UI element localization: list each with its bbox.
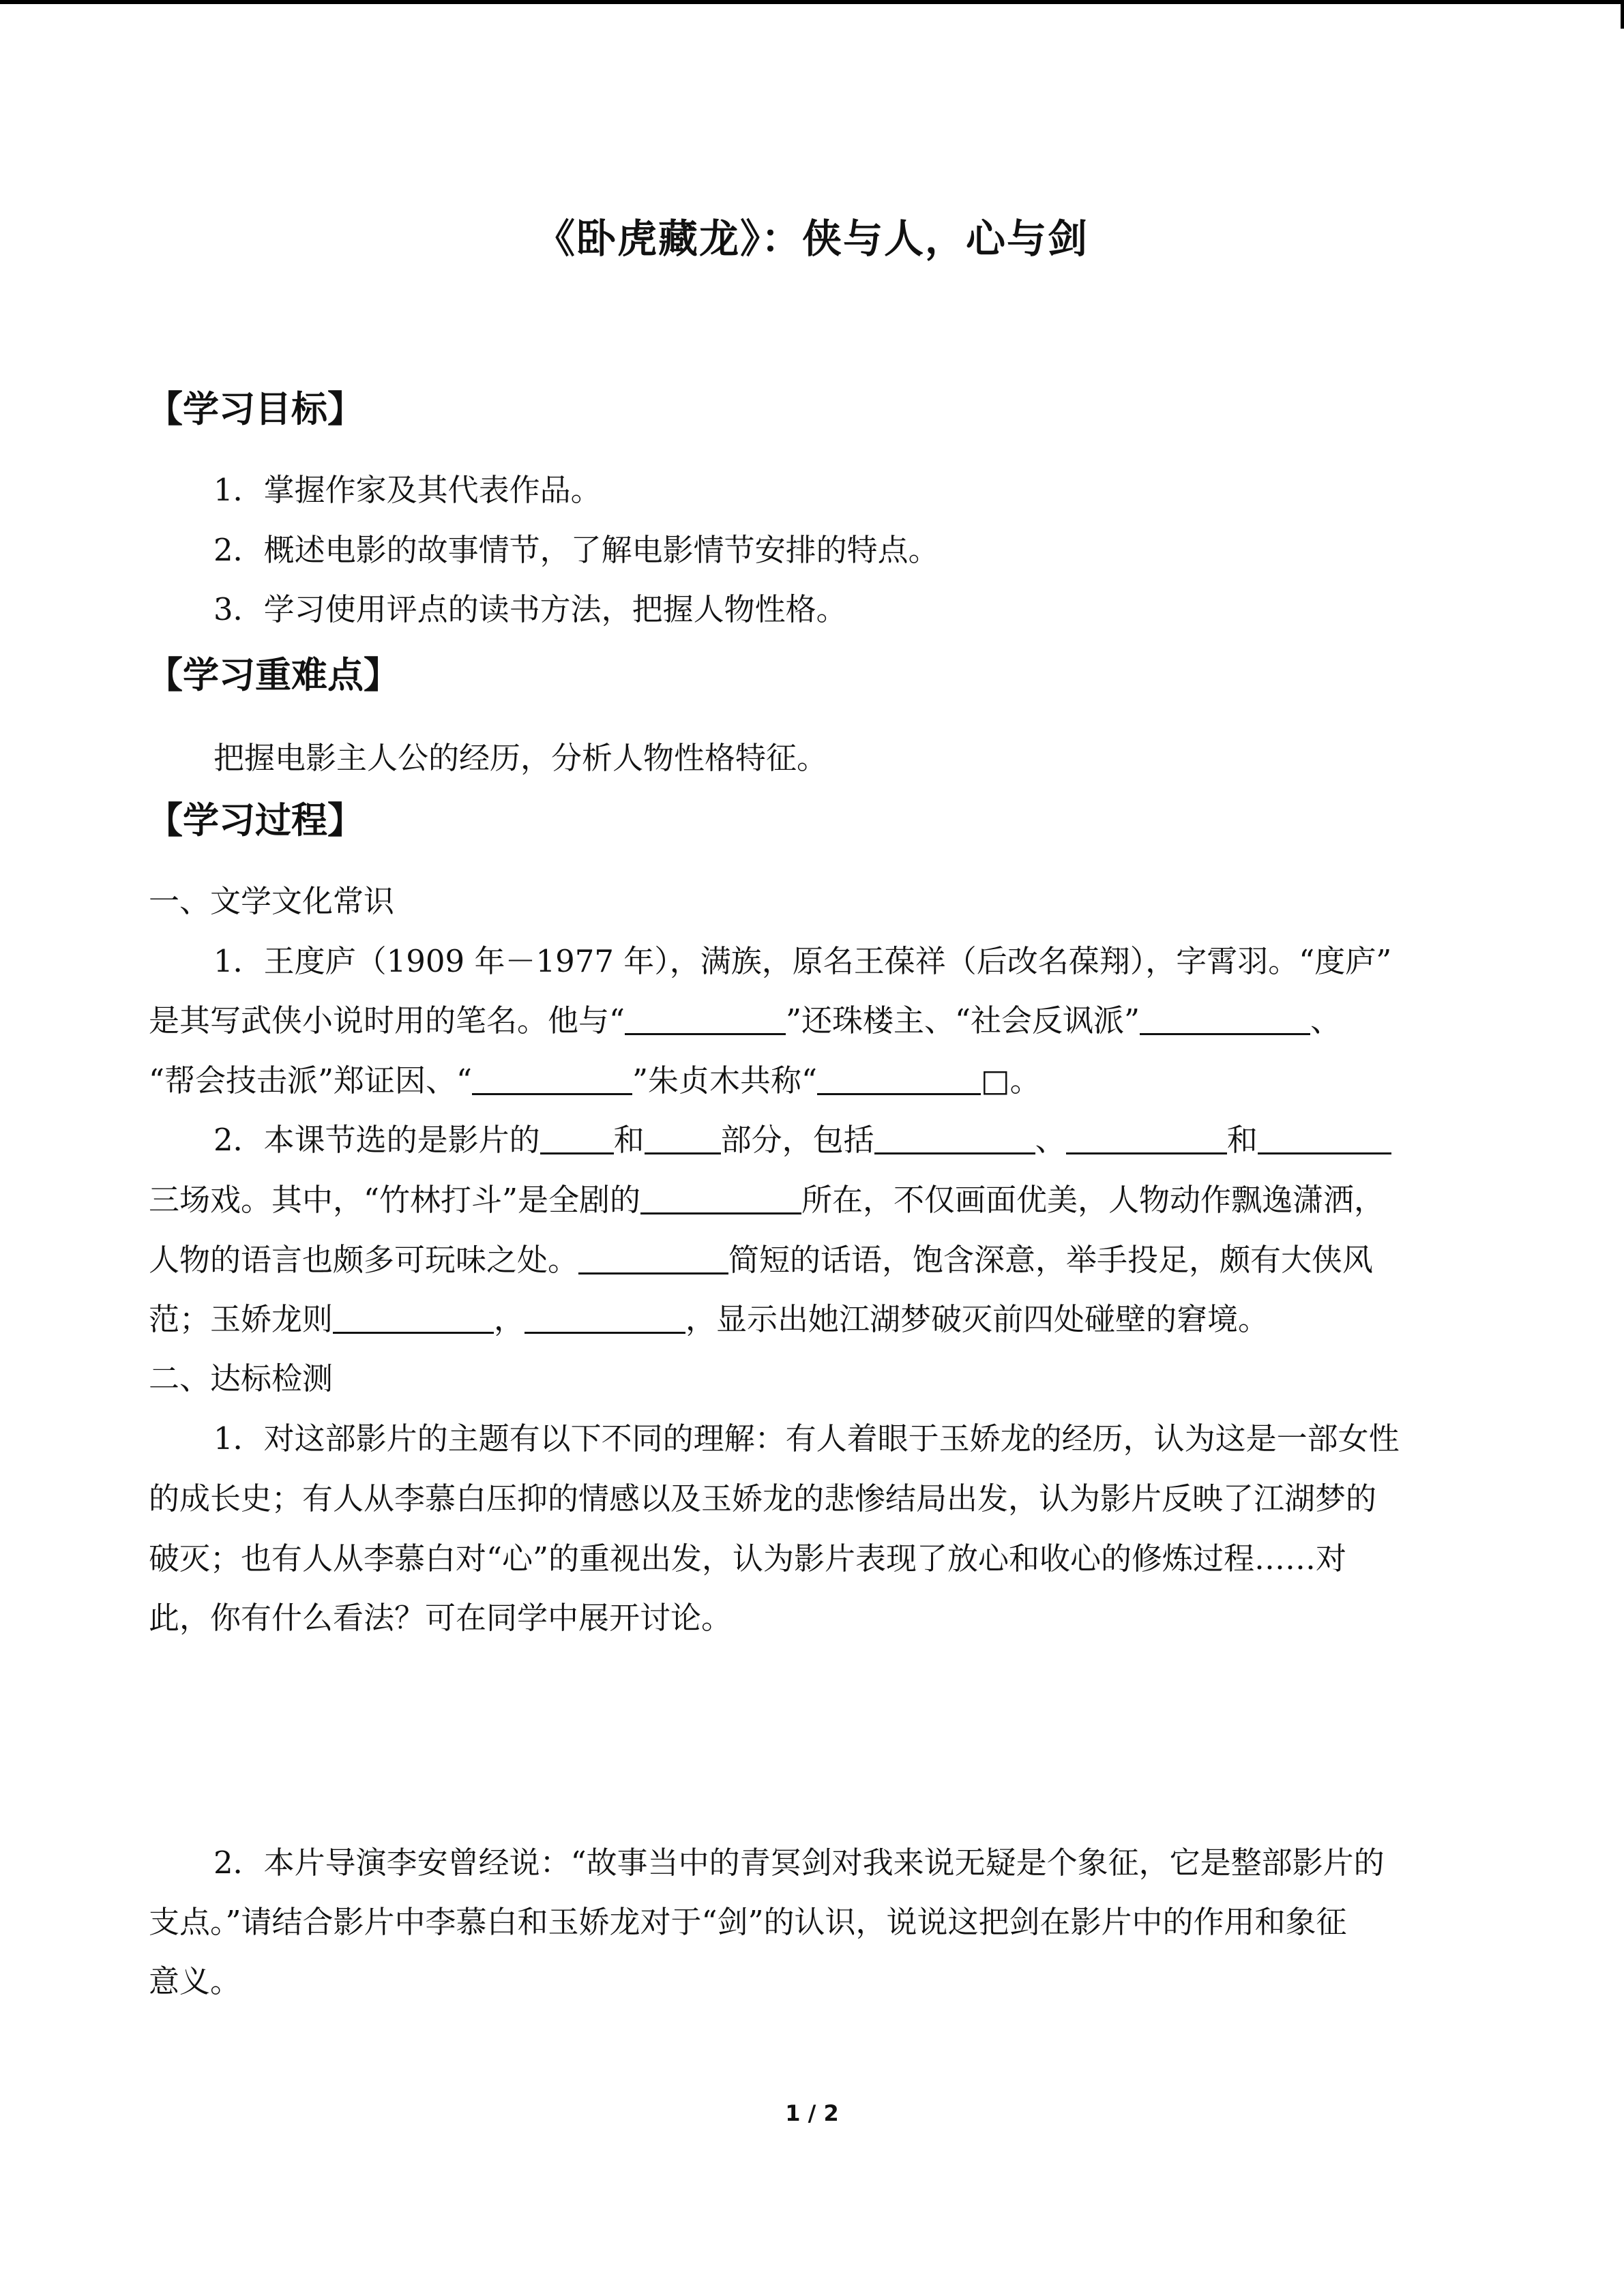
test-q1-line-3: 破灭；也有人从李慕白对“心”的重视出发，认为影片表现了放心和收心的修炼过程……对 [149,1540,1347,1577]
q1-line-3-text-b: ”朱贞木共称“ [632,1062,818,1099]
blank-scene-2[interactable] [1066,1121,1227,1154]
q1-line-3 [149,1059,1041,1103]
q2-line-4-text-b: ， [494,1301,525,1337]
q2-line-3 [149,1238,1373,1282]
q1-line-2-text-a: 是其写武侠小说时用的笔名。他与“ [149,1002,625,1039]
blank-character[interactable] [578,1241,728,1274]
blank-section-2[interactable] [645,1121,721,1154]
q1-line-3-text-c: □。 [981,1062,1041,1099]
test-q1-line-1: 1．对这部影片的主题有以下不同的理解：有人着眼于玉娇龙的经历，认为这是一部女性 [213,1420,1400,1457]
blank-collective-name[interactable] [817,1062,981,1095]
q2-line-2 [149,1178,1385,1222]
test-q2-line-1: 2．本片导演李安曾经说：“故事当中的青冥剑对我来说无疑是个象征，它是整部影片的 [213,1845,1385,1881]
page-border-right [1621,0,1624,29]
q2-line-3-text-b: 简短的话语，饱含深意，举手投足，颇有大侠风 [728,1242,1374,1278]
q1-line-2-text-b: ”还珠楼主、“社会反讽派” [786,1002,1140,1039]
part2-heading: 二、达标检测 [149,1360,334,1397]
q2-line-1-text-a: 2．本课节选的是影片的 [213,1122,540,1158]
part1-heading: 一、文学文化常识 [149,883,395,919]
test-q2-line-2: 支点。”请结合影片中李慕白和玉娇龙对于“剑”的认识，说说这把剑在影片中的作用和象征 [149,1904,1347,1940]
q2-line-4-text-c: ，显示出她江湖梦破灭前四处碰壁的窘境。 [685,1301,1269,1337]
q1-line-3-text-a: “帮会技击派”郑证因、“ [149,1062,473,1099]
q2-line-1-text-b: 和 [613,1122,645,1158]
q2-line-1-text-d: 、 [1035,1122,1066,1158]
q2-line-1-text-c: 部分，包括 [720,1122,874,1158]
q2-line-3-text-a: 人物的语言也颇多可玩味之处。 [149,1242,579,1278]
blank-section-1[interactable] [540,1121,614,1154]
q2-line-4-text-a: 范；玉娇龙则 [149,1301,334,1337]
blank-author-3[interactable] [472,1062,632,1095]
section-heading-keypoints: 【学习重难点】 [147,654,400,696]
q1-line-1: 1．王度庐（1909 年－1977 年），满族，原名王葆祥（后改名葆翔），字霄羽。“度庐” [213,943,1392,979]
blank-yujiaolong-1[interactable] [333,1300,494,1334]
test-q2-line-3: 意义。 [149,1963,241,1999]
blank-scene-1[interactable] [874,1121,1035,1154]
blank-author-1[interactable] [625,1002,786,1035]
q2-line-1 [213,1118,1391,1162]
q2-line-1-text-e: 和 [1226,1122,1258,1158]
goal-item-3: 3．学习使用评点的读书方法，把握人物性格。 [213,591,847,627]
blank-climax[interactable] [640,1181,801,1214]
document-title: 《卧虎藏龙》：侠与人，心与剑 [535,215,1089,262]
goal-item-1: 1．掌握作家及其代表作品。 [213,472,602,508]
q2-line-4 [149,1298,1269,1341]
q2-line-2-text-a: 三场戏。其中，“竹林打斗”是全剧的 [149,1182,641,1218]
keypoint-text: 把握电影主人公的经历，分析人物性格特征。 [213,740,828,776]
blank-yujiaolong-2[interactable] [525,1300,685,1334]
page-number: 1 / 2 [785,2100,839,2126]
section-heading-process: 【学习过程】 [147,799,364,841]
test-q1-line-4: 此，你有什么看法？可在同学中展开讨论。 [149,1600,733,1636]
blank-scene-3[interactable] [1258,1121,1391,1154]
q2-line-2-text-b: 所在，不仅画面优美，人物动作飘逸潇洒， [801,1182,1385,1218]
q1-line-2 [149,999,1341,1043]
page-border-top [0,0,1624,4]
test-q1-line-2: 的成长史；有人从李慕白压抑的情感以及玉娇龙的悲惨结局出发，认为影片反映了江湖梦的 [149,1480,1377,1517]
q1-line-2-text-c: 、 [1310,1002,1342,1039]
blank-author-2[interactable] [1140,1002,1310,1035]
section-heading-goals: 【学习目标】 [147,388,364,430]
goal-item-2: 2．概述电影的故事情节，了解电影情节安排的特点。 [213,532,939,568]
